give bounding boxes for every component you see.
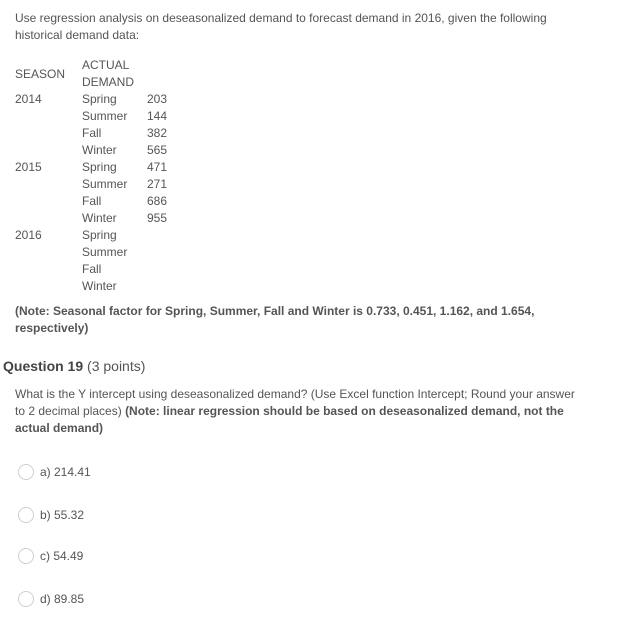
question-number: Question 19 (3, 358, 84, 374)
intro-text: Use regression analysis on deseasonalized demand to forecast demand in 2016, given the following historical demand data: (15, 11, 547, 42)
seasonal-factor-note: (Note: Seasonal factor for Spring, Summer, Fall and Winter is 0.733, 0.451, 1.162, and 1.654, respectively) (15, 304, 535, 335)
row-quarter: Summer (82, 109, 128, 123)
row-quarter: Winter (82, 279, 117, 293)
row-quarter: Fall (82, 126, 102, 140)
row-demand: 271 (147, 177, 168, 191)
radio-button[interactable] (18, 591, 34, 607)
row-quarter: Spring (82, 92, 117, 106)
radio-button[interactable] (18, 507, 34, 523)
option-label: d) 89.85 (40, 592, 85, 606)
row-demand: 144 (147, 109, 168, 123)
question-title (3, 357, 145, 375)
row-quarter: Spring (82, 228, 117, 242)
row-season: 2015 (15, 160, 42, 174)
row-demand: 382 (147, 126, 168, 140)
question-points: (3 points) (87, 358, 146, 374)
answer-option-c[interactable] (18, 546, 83, 566)
row-quarter: Summer (82, 177, 128, 191)
question-text-plain: What is the Y intercept using deseasonalized demand? (Use Excel function Intercept; Round your answer to 2 decimal places) (15, 387, 575, 418)
answer-option-d[interactable] (18, 589, 84, 609)
radio-button[interactable] (18, 464, 34, 480)
answer-option-a[interactable] (18, 462, 91, 482)
option-label: a) 214.41 (40, 465, 91, 479)
option-label: c) 54.49 (40, 549, 84, 563)
question-text-bold: (Note: linear regression should be based on deseasonalized demand, not the actual demand) (15, 404, 564, 435)
row-quarter: Winter (82, 143, 117, 157)
row-season: 2016 (15, 228, 42, 242)
row-demand: 471 (147, 160, 168, 174)
header-actual-demand: ACTUAL DEMAND (82, 58, 135, 89)
row-season: 2014 (15, 92, 42, 106)
row-demand: 203 (147, 92, 168, 106)
row-quarter: Winter (82, 211, 117, 225)
option-label: b) 55.32 (40, 508, 85, 522)
radio-button[interactable] (18, 548, 34, 564)
answer-option-b[interactable] (18, 505, 84, 525)
row-demand: 565 (147, 143, 168, 157)
row-demand: 686 (147, 194, 168, 208)
row-quarter: Fall (82, 262, 102, 276)
row-quarter: Fall (82, 194, 102, 208)
question-text (15, 386, 575, 437)
row-quarter: Spring (82, 160, 117, 174)
header-season: SEASON (15, 67, 66, 81)
row-quarter: Summer (82, 245, 128, 259)
row-demand: 955 (147, 211, 168, 225)
